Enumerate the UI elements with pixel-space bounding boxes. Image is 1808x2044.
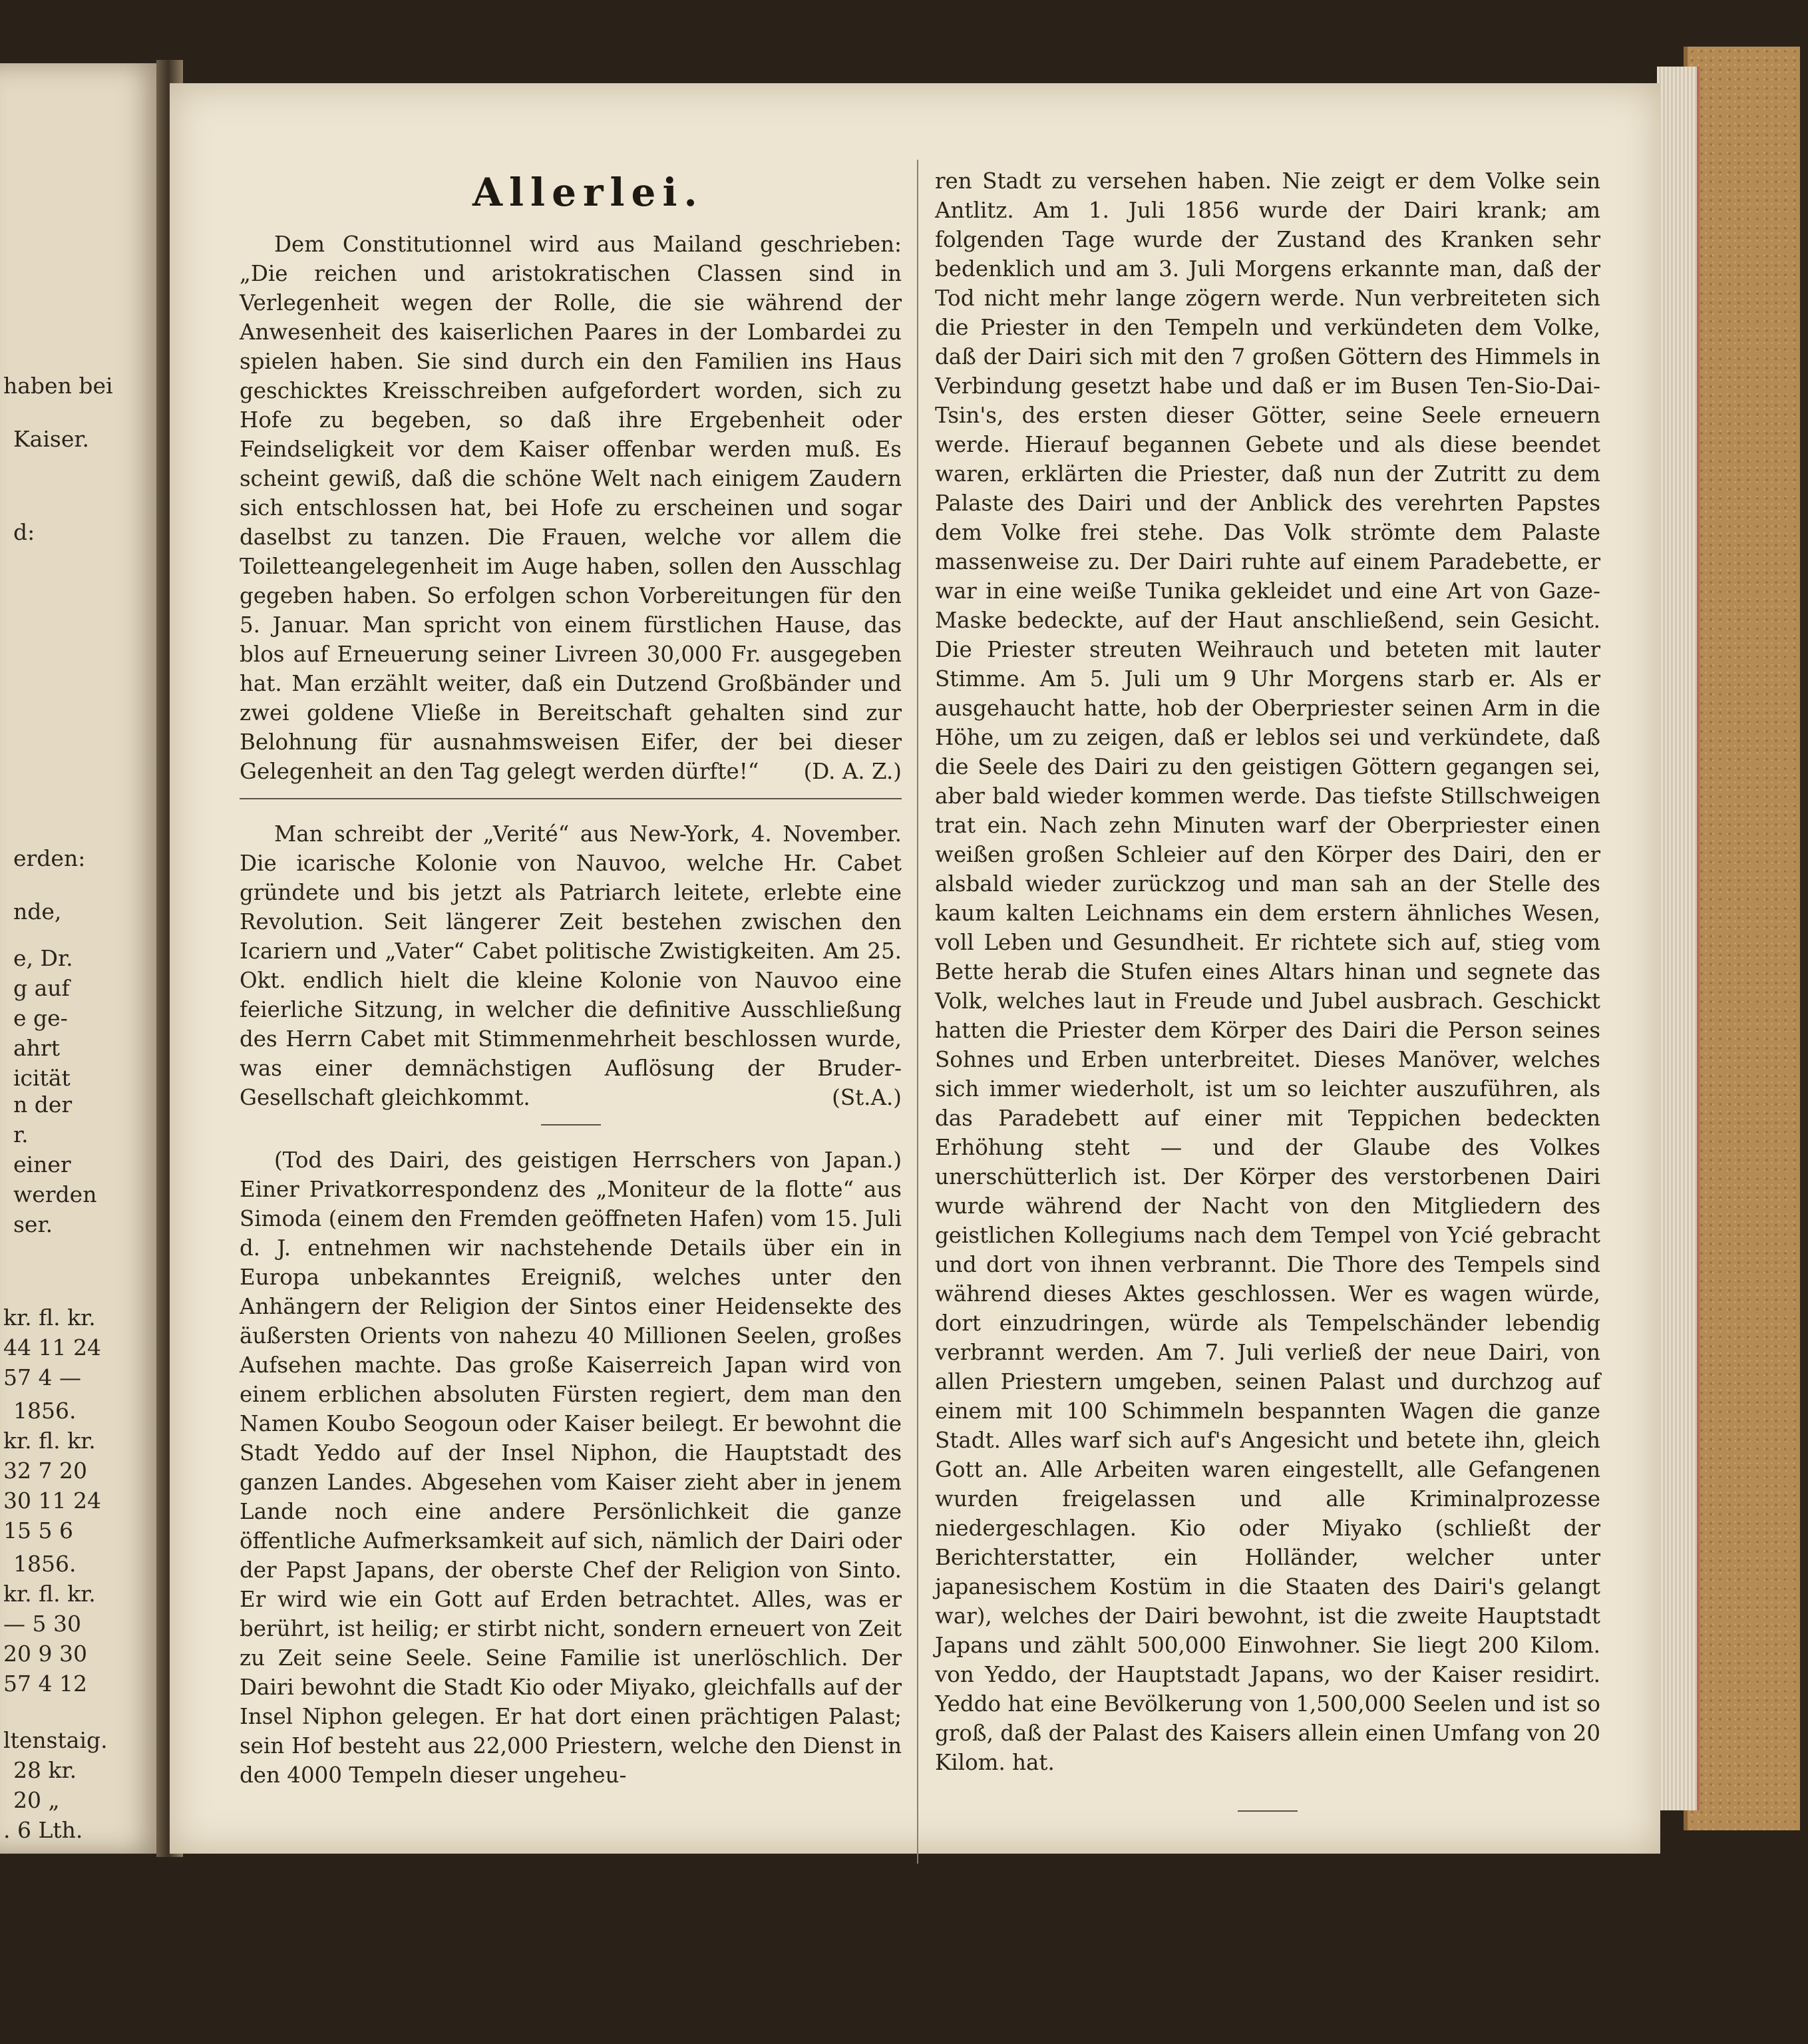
left-page-fragment: e, Dr. xyxy=(13,945,73,971)
left-page-fragment: 28 kr. xyxy=(13,1757,77,1783)
left-page-fragment: 15 5 6 xyxy=(3,1518,73,1543)
book-cover-edge xyxy=(1684,47,1800,1830)
column-left xyxy=(240,230,902,1799)
left-page-fragment: ltenstaig. xyxy=(3,1727,108,1753)
left-page-fragment: haben bei xyxy=(3,373,113,399)
left-page-fragment: kr. fl. kr. xyxy=(3,1305,96,1330)
left-page-fragment: n der xyxy=(13,1092,73,1118)
left-page-fragment: g auf xyxy=(13,975,70,1001)
left-page-fragment: . 6 Lth. xyxy=(3,1817,83,1843)
left-page-fragment: 1856. xyxy=(13,1551,77,1577)
column-right xyxy=(935,166,1600,1832)
left-page-fragment: 44 11 24 xyxy=(3,1334,101,1360)
source-citation: (D. A. Z.) xyxy=(803,759,902,784)
left-page-fragment: 30 11 24 xyxy=(3,1488,101,1514)
left-page-fragment: 20 9 30 xyxy=(3,1641,87,1667)
left-page-fragment: e ge- xyxy=(13,1005,68,1031)
paragraph-milan: Dem Constitutionnel wird aus Mailand geschrieben: „Die reichen und aristokratischen Classen sind in Verlegenheit wegen der Rolle, die sie während der Anwesenheit des kaiserlichen Paares in der Lombardei zu spielen haben. Sie sind durch ein den Familien ins Haus geschicktes Kreisschreiben aufgefordert worden, sich zu Hofe zu begeben, so daß ihre Ergebenheit oder Feindseligkeit vor dem Kaiser offenbar werden muß. Es scheint gewiß, daß die schöne Welt nach einigem Zaudern sich entschlossen hat, bei Hofe zu erscheinen und sogar daselbst zu tanzen. Die Frauen, welche vor allem die Toiletteangelegenheit im Auge haben, sollen den Ausschlag gegeben haben. So erfolgen schon Vorbereitungen für den 5. Januar. Man spricht von einem fürstlichen Hause, das blos auf Erneuerung seiner Livreen 30,000 Fr. ausgegeben hat. Man erzählt weiter, daß ein Dutzend Großbänder und zwei goldene Vließe in Bereitschaft gehalten sind zur Belohnung für ausnahmsweisen Eifer, der bei dieser Gelegenheit an den Tag gelegt werden dürfte!“ (D. A. Z.) xyxy=(240,230,902,786)
left-page-fragment: Kaiser. xyxy=(13,426,89,452)
left-page-fragment: 57 4 — xyxy=(3,1364,81,1390)
left-page xyxy=(0,63,166,1854)
article-title: Allerlei. xyxy=(472,170,704,215)
page-stack-edge xyxy=(1657,67,1700,1810)
paragraph-dairi: (Tod des Dairi, des geistigen Herrschers von Japan.) Einer Privatkorrespondenz des „Moniteur de la flotte“ aus Simoda (einem den Fremden geöffneten Hafen) vom 15. Juli d. J. entnehmen wir nachstehende Details über ein in Europa unbekanntes Ereigniß, welches unter den Anhängern der Religion der Sintos einer Heidensekte des äußersten Orients von nahezu 40 Millionen Seelen, großes Aufsehen machte. Das große Kaiserreich Japan wird von einem erblichen absoluten Fürsten regiert, dem man den Namen Koubo Seogoun oder Kaiser beilegt. Er bewohnt die Stadt Yeddo auf der Insel Niphon, die Hauptstadt des ganzen Landes. Abgesehen vom Kaiser zieht aber in jenem Lande noch eine andere Persönlichkeit die ganze öffentliche Aufmerksamkeit auf sich, nämlich der Dairi oder der Papst Japans, der oberste Chef der Religion von Sinto. Er wird wie ein Gott auf Erden betrachtet. Alles, was er berührt, ist heilig; er stirbt nicht, sondern erneuert von Zeit zu Zeit seine Seele. Seine Familie ist unerlöschlich. Der Dairi bewohnt die Stadt Kio oder Miyako, gleichfalls auf der Insel Niphon gelegen. Er hat dort einen prächtigen Palast; sein Hof besteht aus 22,000 Priestern, welche den Dienst in den 4000 Tempeln dieser ungeheu- xyxy=(240,1147,902,1788)
left-page-fragment: erden: xyxy=(13,845,86,871)
end-divider xyxy=(1238,1810,1298,1812)
left-page-fragment: 32 7 20 xyxy=(3,1458,87,1484)
paragraph-dairi-continued: ren Stadt zu versehen haben. Nie zeigt er dem Volke sein Antlitz. Am 1. Juli 1856 wurde der Dairi krank; am folgenden Tage wurde der Zustand des Kranken sehr bedenklich und am 3. Juli Morgens erkannte man, daß der Tod nicht mehr lange zögern werde. Nun verbreiteten sich die Priester in den Tempeln und verkündeten dem Volke, daß der Dairi sich mit den 7 großen Göttern des Himmels in Verbindung gesetzt habe und daß er im Busen Ten-Sio-Dai-Tsin's, des ersten dieser Götter, seine Seele erneuern werde. Hierauf begannen Gebete und als diese beendet waren, erklärten die Priester, daß nun der Zutritt zu dem Palaste des Dairi und der Anblick des verehrten Papstes dem Volke frei stehe. Das Volk strömte dem Palaste massenweise zu. Der Dairi ruhte auf einem Paradebette, er war in eine weiße Tunika gekleidet und eine Art von Gaze-Maske bedeckte, auf der Haut anschließend, sein Gesicht. Die Priester streuten Weihrauch und beteten mit lauter Stimme. Am 5. Juli um 9 Uhr Morgens starb er. Als er ausgehaucht hatte, hob der Oberpriester seinen Arm in die Höhe, um zu zeigen, daß er leblos sei und verkündete, daß die Seele des Dairi zu den geistigen Göttern gegangen sei, aber bald wieder kommen werde. Das tiefste Stillschweigen trat ein. Nach zehn Minuten warf der Oberpriester einen weißen großen Schleier auf den Körper des Dairi, den er alsbald wieder zurückzog und man sah an der Stelle des kaum kalten Leichnams ein dem erstern ähnliches Wesen, voll Leben und Gesundheit. Er richtete sich auf, stieg vom Bette herab die Stufen eines Altars hinan und segnete das Volk, welches laut in Freude und Jubel ausbrach. Geschickt hatten die Priester dem Körper des Dairi die Person seines Sohnes und Erben unterbreitet. Dieses Manöver, welches sich immer wiederholt, ist um so leichter auszuführen, als das Paradebett auf einer mit Teppichen bedeckten Erhöhung steht — und der Glaube des Volkes unerschütterlich ist. Der Körper des verstorbenen Dairi wurde während der Nacht von den Mitgliedern des geistlichen Kollegiums nach dem Tempel von Ycié gebracht und dort von ihnen verbrannt. Die Thore des Tempels sind während dieses Aktes geschlossen. Wer es wagen würde, dort einzudringen, würde als Tempelschänder lebendig verbrannt werden. Am 7. Juli verließ der neue Dairi, von allen Priestern umgeben, seinen Palast und durchzog auf einem mit 100 Schimmeln bespannten Wagen die ganze Stadt. Alles warf sich auf's Angesicht und betete ihn, gleich Gott an. Alle Arbeiten waren eingestellt, alle Gefangenen wurden freigelassen und alle Kriminalprozesse niedergeschlagen. Kio oder Miyako (schließt der Berichterstatter, ein Holländer, welcher unter japanesischem Kostüm in die Staaten des Dairi's gelangt war), welches der Dairi bewohnt, ist die zweite Hauptstadt Japans und zählt 500,000 Einwohner. Sie liegt 200 Kilom. von Yeddo, der Hauptstadt Japans, wo der Kaiser residirt. Yeddo hat eine Bevölkerung von 1,500,000 Seelen und ist so groß, daß der Palast des Kaisers allein einen Umfang von 20 Kilom. hat. xyxy=(935,168,1600,1775)
left-page-fragment: d: xyxy=(13,519,35,545)
left-page-fragment: — 5 30 xyxy=(3,1611,81,1637)
left-page-fragment: nde, xyxy=(13,899,62,924)
left-page-fragment: kr. fl. kr. xyxy=(3,1581,96,1607)
left-page-fragment: 57 4 12 xyxy=(3,1671,87,1697)
left-page-fragment: 20 „ xyxy=(13,1787,60,1813)
left-page-fragment: ahrt xyxy=(13,1035,60,1061)
paragraph-new-york: Man schreibt der „Verité“ aus New-York, 4. November. Die icarische Kolonie von Nauvoo, welche Hr. Cabet gründete und bis jetzt als Patriarch leitete, erlebte eine Revolution. Seit längerer Zeit bestehen zwischen den Icariern und „Vater“ Cabet politische Zwistigkeiten. Am 25. Okt. endlich hielt die kleine Kolonie von Nauvoo eine feierliche Sitzung, in welcher die definitive Ausschließung des Herrn Cabet mit Stimmenmehrheit beschlossen wurde, was einer demnächstigen Auflösung der Bruder-Gesellschaft gleichkommt. (St.A.) xyxy=(240,819,902,1112)
left-page-fragment: icität xyxy=(13,1065,71,1091)
left-page-fragment: ser. xyxy=(13,1211,53,1237)
left-page-fragment: 1856. xyxy=(13,1398,77,1424)
left-page-fragment: r. xyxy=(13,1122,29,1147)
source-citation: (St.A.) xyxy=(832,1085,902,1110)
left-page-fragment: einer xyxy=(13,1151,71,1177)
left-page-fragment: kr. fl. kr. xyxy=(3,1428,96,1454)
section-divider xyxy=(541,1124,601,1125)
left-page-fragment: werden xyxy=(13,1181,97,1207)
section-divider xyxy=(240,798,902,799)
column-divider xyxy=(917,160,918,1864)
